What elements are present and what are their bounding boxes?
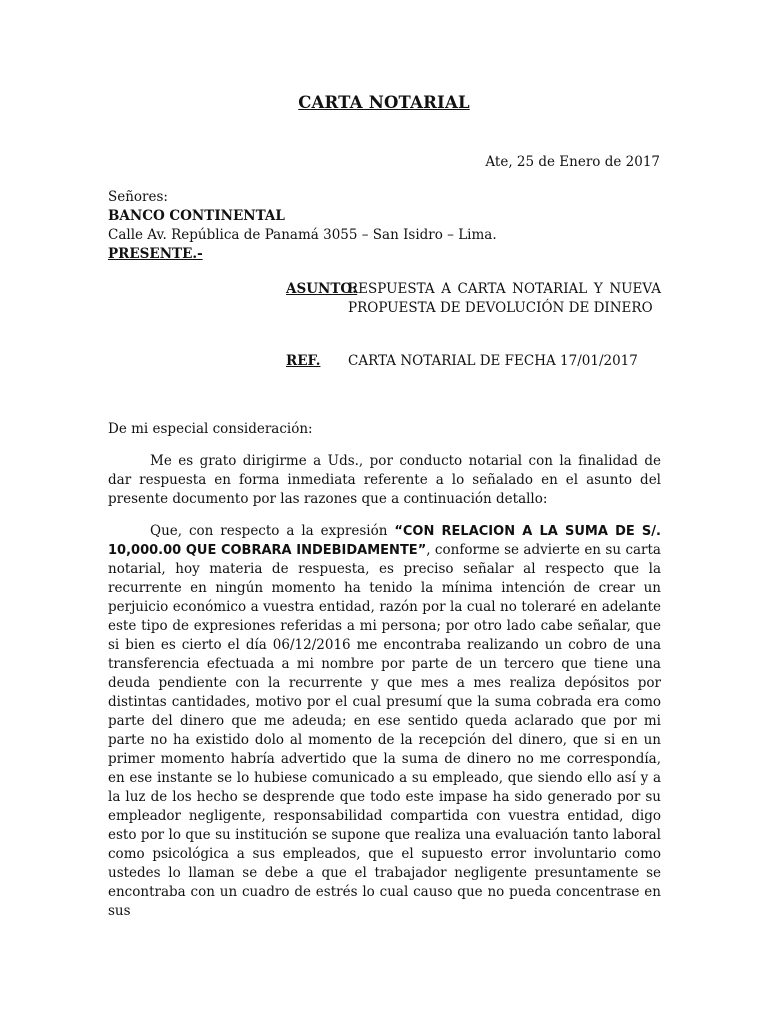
paragraph-2-quote: “CON RELACION A LA SUMA DE S/. 10,000.00 QUE COBRARA INDEBIDAMENTE” xyxy=(108,524,661,558)
recipient-salutation: Señores: xyxy=(108,189,168,205)
recipient-block xyxy=(108,188,668,264)
letter-body xyxy=(108,452,661,934)
asunto-label: ASUNTO: xyxy=(286,281,358,297)
ref-label: REF. xyxy=(286,353,321,369)
recipient-name: BANCO CONTINENTAL xyxy=(108,208,285,224)
paragraph-1: Me es grato dirigirme a Uds., por conducto notarial con la finalidad de dar respuesta en forma inmediata referente a lo señalado en el asunto del presente documento por las razones que a continuación detallo: xyxy=(108,453,661,507)
letter-title: CARTA NOTARIAL xyxy=(298,93,470,112)
asunto-text: RESPUESTA A CARTA NOTARIAL Y NUEVA PROPUESTA DE DEVOLUCIÓN DE DINERO xyxy=(348,281,661,316)
recipient-address: Calle Av. República de Panamá 3055 – San Isidro – Lima. xyxy=(108,227,497,243)
paragraph-2 xyxy=(108,522,661,921)
greeting: De mi especial consideración: xyxy=(108,421,313,437)
paragraph-2-rest: , conforme se advierte en su carta notarial, hoy materia de respuesta, es preciso señalar al respecto que la recurrente en ningún momento ha tenido la mínima intención de crear un perjuicio económico a vuestra entidad, razón por la cual no toleraré en adelante este tipo de expresiones referidas a mi persona; por otro lado cabe señalar, que si bien es cierto el día 06/12/2016 me encontraba realizando un cobro de una transferencia efectuada a mi nombre por parte de un tercero que tiene una deuda pendiente con la recurrente y que mes a mes realiza depósitos por distintas cantidades, motivo por el cual presumí que la suma cobrada era como parte del dinero que me adeuda; en ese sentido queda aclarado que por mi parte no ha existido dolo al momento de la recepción del dinero, que si en un primer momento habría advertido que la suma de dinero no me correspondía, en ese instante se lo hubiese comunicado a su empleado, que siendo ello así y a la luz de los hecho se desprende que todo este impase ha sido generado por su empleador negligente, responsabilidad compartida con vuestra entidad, digo esto por lo que su institución se supone que realiza una evaluación tanto laboral como psicológica a sus empleados, que el supuesto error involuntario como ustedes lo llaman se debe a que el trabajador negligente presuntamente se encontraba con un cuadro de estrés lo cual causo que no pueda concentrase en sus xyxy=(108,542,661,919)
asunto-block xyxy=(286,280,661,318)
ref-text: CARTA NOTARIAL DE FECHA 17/01/2017 xyxy=(348,353,638,369)
presente-label: PRESENTE.- xyxy=(108,246,203,262)
ref-block xyxy=(286,352,661,371)
paragraph-2-intro: Que, con respecto a la expresión xyxy=(150,523,395,539)
date-line: Ate, 25 de Enero de 2017 xyxy=(485,154,660,170)
